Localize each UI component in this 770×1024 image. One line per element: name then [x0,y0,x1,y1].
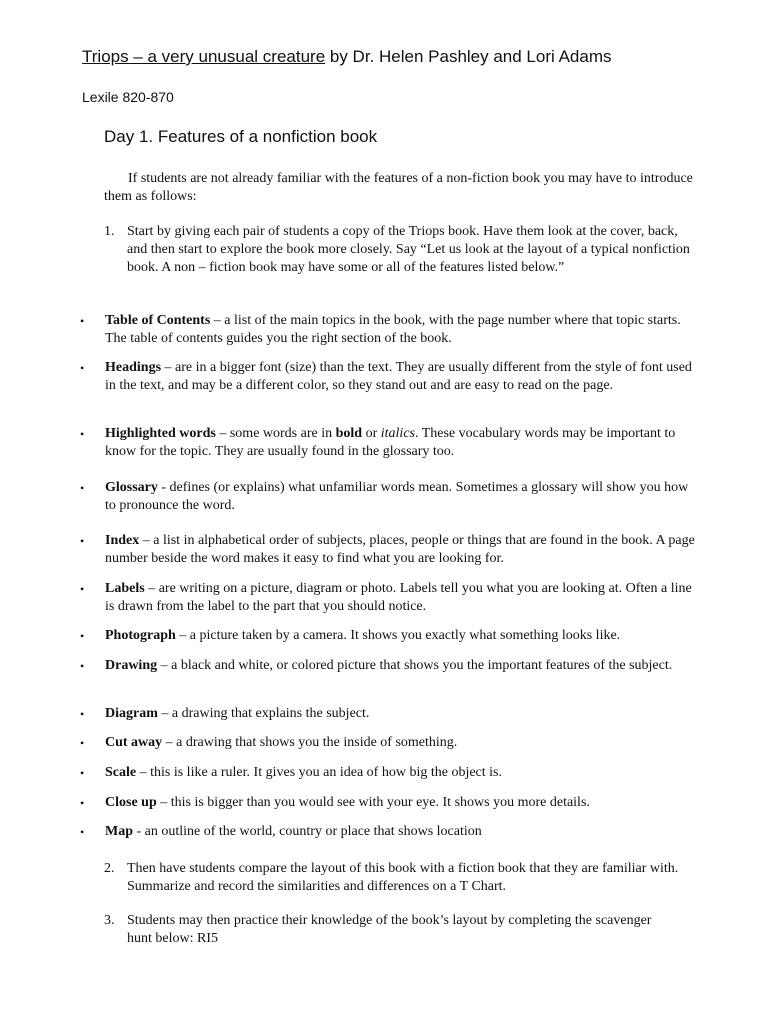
feature-term: Photograph [105,628,176,643]
book-title: Triops – a very unusual creature [82,47,326,66]
feature-desc: - defines (or explains) what unfamiliar words mean. Sometimes a glossary will show you how to pronounce the word. [105,480,689,513]
bullet-icon: • [80,534,85,548]
feature-term: Close up [105,795,157,810]
feature-term: Cut away [105,735,163,750]
feature-desc: or [362,426,381,441]
step-text: Then have students compare the layout of this book with a fiction book that they are familiar with. Summarize and record the similarities and differences on a T Chart. [127,861,679,894]
feature-desc: – a drawing that shows you the inside of something. [162,735,458,750]
feature-term: Map [105,824,133,839]
feature-desc: – a list of the main topics in the book, with the page number where that topic starts. The table of contents guides you the right section of the book. [105,313,681,346]
bullet-icon: • [80,736,85,750]
bullet-icon: • [80,427,85,441]
feature-term: Labels [105,581,145,596]
bullet-icon: • [80,314,85,328]
feature-desc: . These vocabulary words may be important to know for the topic. They are usually found in the glossary too. [105,426,676,459]
feature-desc: – are in a bigger font (size) than the text. They are usually different from the style of font used in the text, and may be a different color, so they stand out and are easy to read on the page. [105,360,692,393]
document-title [82,47,611,67]
feature-desc: – a drawing that explains the subject. [157,706,370,721]
step-1 [104,223,704,295]
day-heading: Day 1. Features of a nonfiction book [104,127,378,146]
bullet-icon: • [80,825,85,839]
feature-term: Table of Contents [105,313,211,328]
feature-desc: – this is like a ruler. It gives you an idea of how big the object is. [136,765,502,780]
step-text: Start by giving each pair of students a copy of the Triops book. Have them look at the cover, back, and then start to explore the book more closely. Say “Let us look at the layout of a typical nonfiction book. A non – fiction book may have some or all of the features listed below.” [127,224,690,275]
intro-paragraph: If students are not already familiar with the features of a non-fiction book you may have to introduce them as follows: [104,171,693,204]
italics-example: italics [380,426,415,441]
feature-desc: – a black and white, or colored picture that shows you the important features of the subject. [157,658,673,673]
feature-desc: – some words are in [215,426,336,441]
bullet-icon: • [80,766,85,780]
bullet-icon: • [80,659,85,673]
feature-term: Scale [105,765,137,780]
feature-term: Diagram [105,706,158,721]
bullet-icon: • [80,481,85,495]
book-authors: by Dr. Helen Pashley and Lori Adams [325,47,612,66]
step-number: 1. [104,224,115,239]
feature-desc: – a list in alphabetical order of subjects, places, people or things that are found in the book. A page number beside the word makes it easy to find what you are looking for. [105,533,695,566]
bullet-icon: • [80,796,85,810]
step-number: 3. [104,913,115,928]
bullet-icon: • [80,707,85,721]
feature-desc: – are writing on a picture, diagram or photo. Labels tell you what you are looking at. Often a line is drawn from the label to the part that you should notice. [105,581,692,614]
bullet-icon: • [80,582,85,596]
lexile-level: Lexile 820-870 [82,89,174,105]
step-text: Students may then practice their knowledge of the book’s layout by completing the scavenger hunt below: RI5 [127,913,652,946]
feature-term: Glossary [105,480,158,495]
bullet-icon: • [80,361,85,375]
step-3 [104,912,704,948]
step-number: 2. [104,861,115,876]
bullet-icon: • [80,629,85,643]
feature-desc: – this is bigger than you would see with your eye. It shows you more details. [156,795,590,810]
feature-term: Index [105,533,140,548]
step-2 [104,860,704,896]
feature-desc: - an outline of the world, country or place that shows location [133,824,482,839]
feature-term: Headings [105,360,162,375]
feature-term: Highlighted words [105,426,216,441]
feature-term: Drawing [105,658,158,673]
feature-desc: – a picture taken by a camera. It shows you exactly what something looks like. [175,628,621,643]
bold-example: bold [335,426,363,441]
